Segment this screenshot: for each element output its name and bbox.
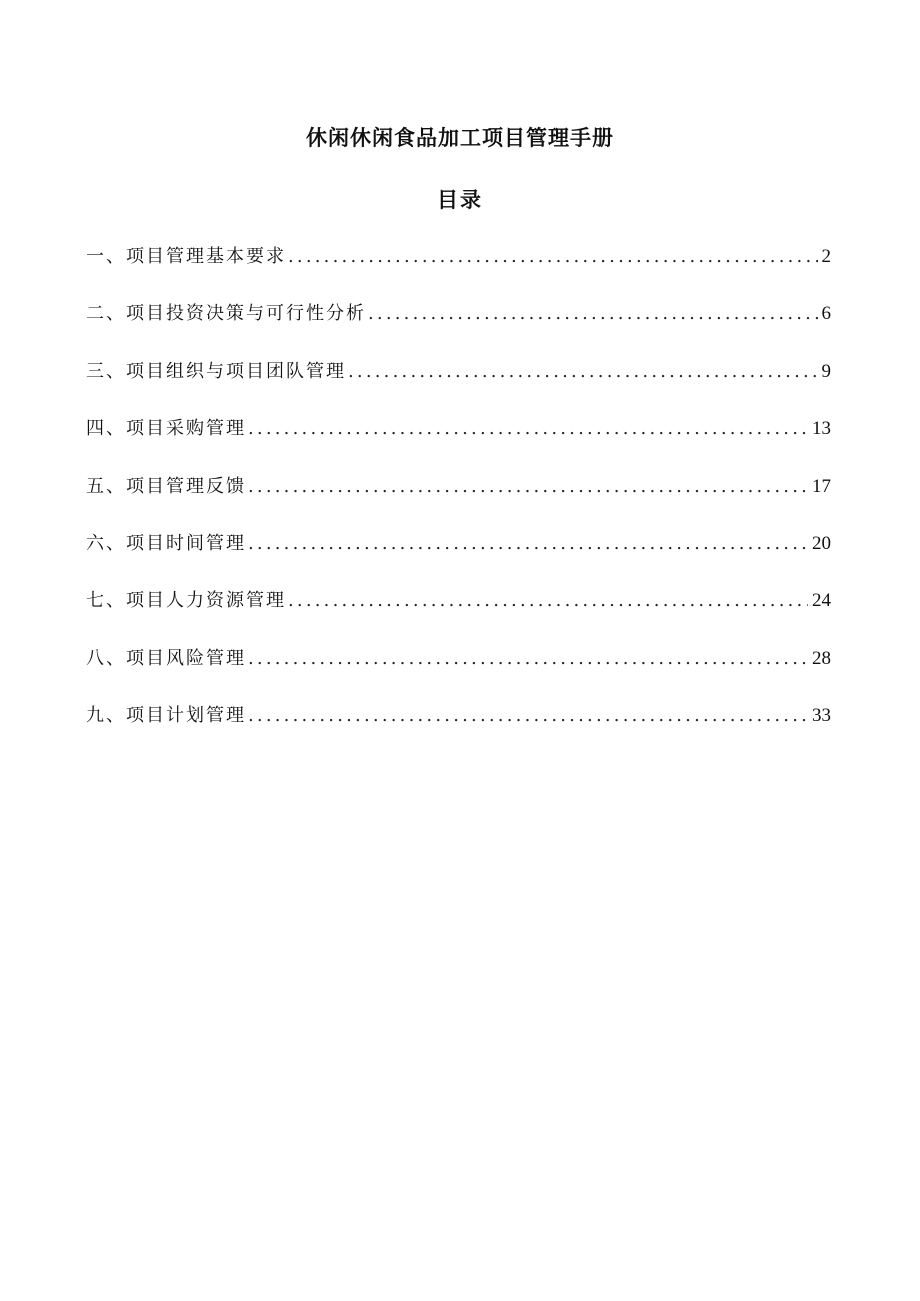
toc-entry-label: 三、项目组织与项目团队管理: [86, 360, 346, 382]
toc-page-number: 20: [812, 532, 831, 554]
toc-entry[interactable]: [86, 300, 831, 357]
toc-page-number: 33: [812, 705, 831, 727]
toc-entry[interactable]: [86, 530, 831, 587]
toc-dot-leader: [248, 415, 808, 443]
toc-page-number: 24: [812, 590, 831, 612]
toc-entry-label: 二、项目投资决策与可行性分析: [86, 303, 366, 325]
toc-entry[interactable]: [86, 702, 831, 759]
toc-page-number: 9: [821, 360, 831, 382]
toc-entry-label: 四、项目采购管理: [86, 418, 246, 440]
toc-entry-label: 八、项目风险管理: [86, 647, 246, 669]
toc-entry-label: 五、项目管理反馈: [86, 475, 246, 497]
toc-page-number: 28: [812, 647, 831, 669]
toc-dot-leader: [248, 473, 808, 501]
toc-entry[interactable]: [86, 243, 831, 300]
toc-page-number: 6: [821, 303, 831, 325]
toc-dot-leader: [288, 243, 818, 271]
toc-entry[interactable]: [86, 645, 831, 702]
toc-page-number: 17: [812, 475, 831, 497]
toc-dot-leader: [248, 645, 808, 673]
toc-dot-leader: [288, 587, 808, 615]
toc-dot-leader: [248, 702, 808, 730]
document-title: 休闲休闲食品加工项目管理手册: [306, 125, 614, 150]
toc-heading: 目录: [437, 187, 483, 212]
toc-dot-leader: [368, 300, 818, 328]
toc-dot-leader: [248, 530, 808, 558]
toc-dot-leader: [348, 358, 818, 386]
toc-page-number: 2: [821, 246, 831, 267]
toc-entry[interactable]: [86, 358, 831, 415]
toc-entry[interactable]: [86, 415, 831, 472]
toc-page-number: 13: [812, 418, 831, 440]
toc-entry-label: 七、项目人力资源管理: [86, 590, 286, 612]
toc-entry-label: 九、项目计划管理: [86, 705, 246, 727]
toc-entry[interactable]: [86, 587, 831, 644]
toc-entry[interactable]: [86, 473, 831, 530]
toc-entry-label: 六、项目时间管理: [86, 532, 246, 554]
table-of-contents: [86, 243, 831, 760]
toc-entry-label: 一、项目管理基本要求: [86, 246, 286, 267]
